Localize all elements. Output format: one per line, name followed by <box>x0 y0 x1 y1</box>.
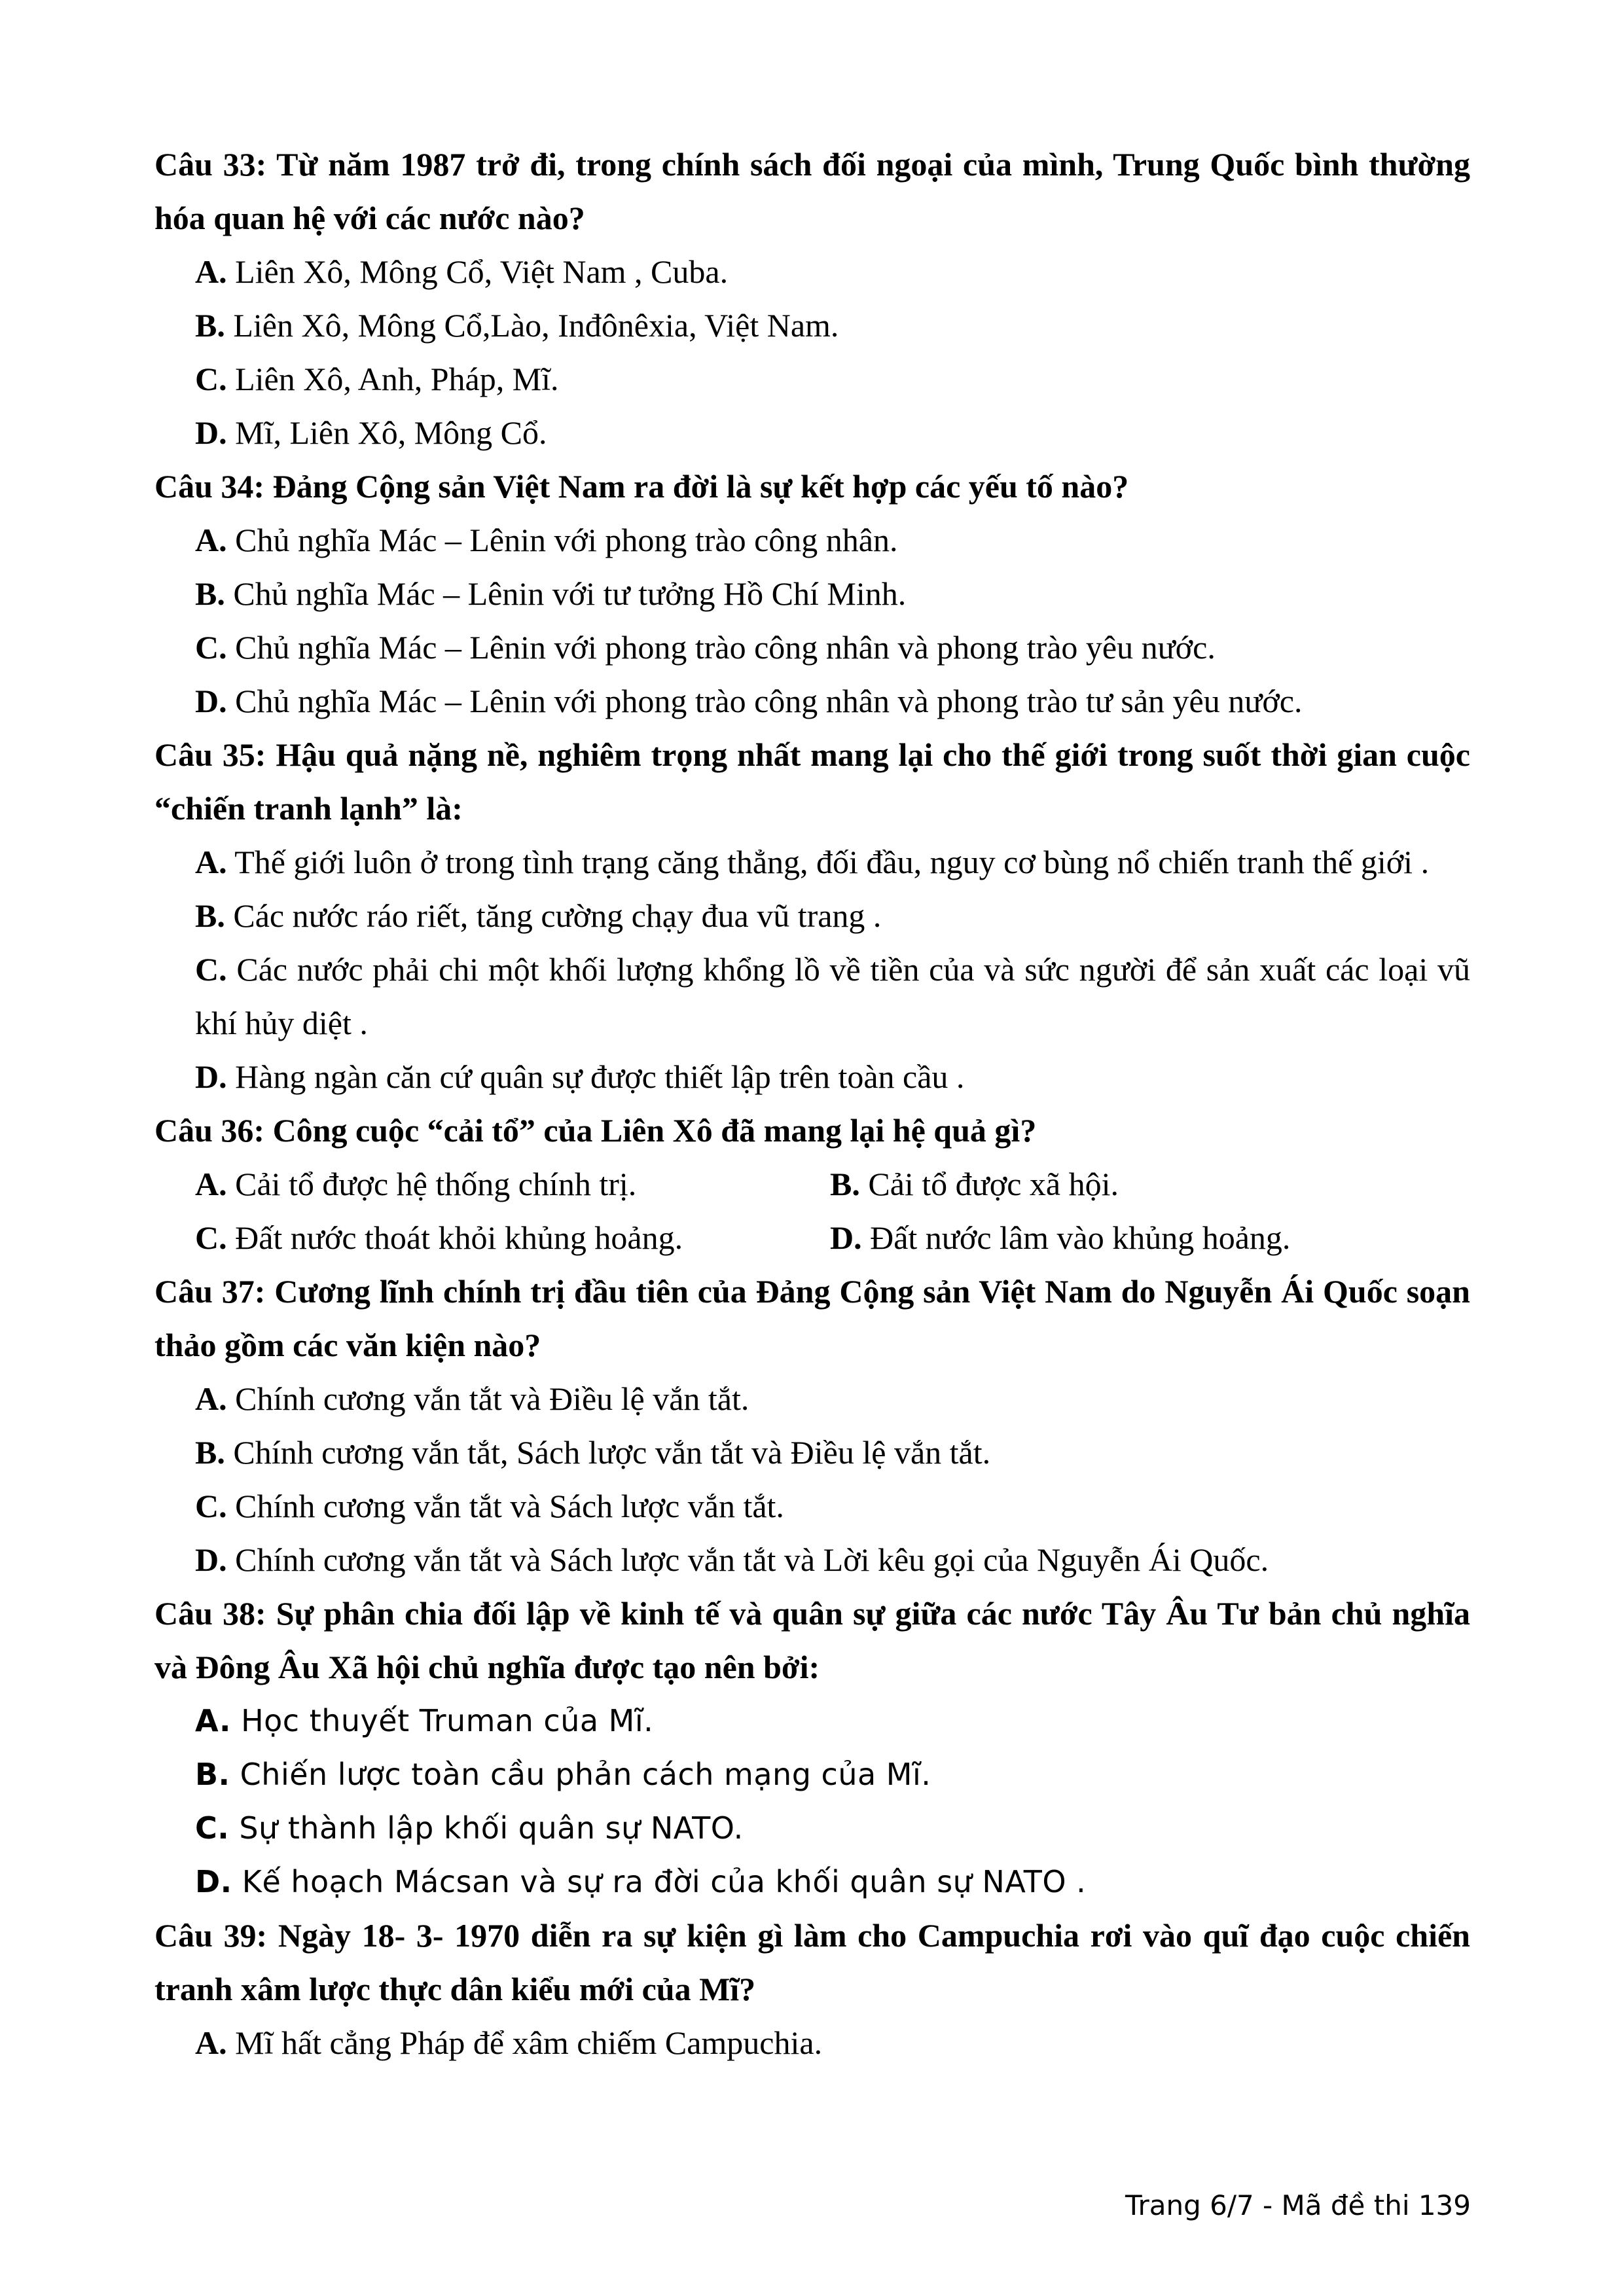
answer-option-c <box>154 942 1470 1050</box>
option-label: A. <box>195 1166 227 1202</box>
option-label: A. <box>195 2024 227 2061</box>
answer-option-a <box>154 2016 1470 2070</box>
option-text: Chủ nghĩa Mác – Lênin với phong trào công nhân và phong trào tư sản yêu nước. <box>235 683 1303 719</box>
answer-option-a <box>154 835 1470 889</box>
answer-option-c <box>195 1211 830 1265</box>
answer-option-b <box>154 1426 1470 1479</box>
option-label: C. <box>195 361 227 397</box>
answer-option-b <box>830 1157 1465 1211</box>
answer-option-b <box>154 298 1470 352</box>
option-text: Chủ nghĩa Mác – Lênin với phong trào công nhân và phong trào yêu nước. <box>235 629 1216 666</box>
answer-option-a <box>154 1694 1470 1748</box>
option-label: A. <box>195 1703 231 1738</box>
option-text: Cải tổ được xã hội. <box>868 1166 1119 1202</box>
answer-row <box>154 1157 1470 1211</box>
option-text: Liên Xô, Anh, Pháp, Mĩ. <box>235 361 559 397</box>
answer-option-a <box>154 513 1470 567</box>
option-label: B. <box>195 307 225 344</box>
option-label: D. <box>195 414 227 451</box>
option-label: A. <box>195 1380 227 1417</box>
option-label: D. <box>830 1219 862 1256</box>
answer-option-d <box>154 406 1470 459</box>
answer-option-c <box>154 1801 1470 1855</box>
answer-option-c <box>154 620 1470 674</box>
option-text: Học thuyết Truman của Mĩ. <box>241 1703 654 1738</box>
answer-option-b <box>154 567 1470 620</box>
question-title: Câu 34: Đảng Cộng sản Việt Nam ra đời là sự kết hợp các yếu tố nào? <box>154 468 1129 505</box>
option-label: B. <box>830 1166 860 1202</box>
option-text: Liên Xô, Mông Cổ,Lào, Inđônêxia, Việt Nam. <box>233 307 839 344</box>
option-text: Cải tổ được hệ thống chính trị. <box>235 1166 637 1202</box>
question-title: Câu 39: Ngày 18- 3- 1970 diễn ra sự kiện gì làm cho Campuchia rơi vào quĩ đạo cuộc chiến tranh xâm lược thực dân kiểu mới của Mĩ? <box>154 1917 1470 2007</box>
answer-option-d <box>154 1533 1470 1587</box>
option-text: Đất nước lâm vào khủng hoảng. <box>870 1219 1291 1256</box>
question-37 <box>154 1265 1470 1587</box>
option-label: C. <box>195 951 227 988</box>
question-title: Câu 33: Từ năm 1987 trở đi, trong chính sách đối ngoại của mình, Trung Quốc bình thường hóa quan hệ với các nước nào? <box>154 146 1470 236</box>
question-35 <box>154 728 1470 1103</box>
option-text: Chính cương vắn tắt, Sách lược vắn tắt và Điều lệ vắn tắt. <box>233 1434 991 1471</box>
option-text: Mĩ, Liên Xô, Mông Cổ. <box>235 414 547 451</box>
answer-option-c <box>154 1479 1470 1533</box>
question-36 <box>154 1103 1470 1265</box>
option-label: B. <box>195 575 225 612</box>
option-label: D. <box>195 1541 227 1578</box>
option-label: C. <box>195 1488 227 1524</box>
answer-option-d <box>154 1050 1470 1103</box>
answer-option-d <box>830 1211 1465 1265</box>
option-label: D. <box>195 1864 232 1899</box>
answer-row <box>154 1211 1470 1265</box>
option-label: C. <box>195 1219 227 1256</box>
answer-option-a <box>154 1372 1470 1426</box>
option-text: Chính cương vắn tắt và Sách lược vắn tắt. <box>235 1488 784 1524</box>
answer-option-a <box>154 245 1470 298</box>
option-label: A. <box>195 522 227 558</box>
option-text: Sự thành lập khối quân sự NATO. <box>239 1810 744 1846</box>
option-text: Kế hoạch Mácsan và sự ra đời của khối quân sự NATO . <box>242 1864 1087 1899</box>
answer-option-d <box>154 1855 1470 1909</box>
option-label: D. <box>195 1058 227 1095</box>
option-label: B. <box>195 897 225 934</box>
option-text: Chính cương vắn tắt và Sách lược vắn tắt và Lời kêu gọi của Nguyễn Ái Quốc. <box>235 1541 1269 1578</box>
option-label: B. <box>195 1434 225 1471</box>
option-label: C. <box>195 1810 230 1846</box>
answer-option-b <box>154 1748 1470 1801</box>
option-text: Mĩ hất cẳng Pháp để xâm chiếm Campuchia. <box>235 2024 823 2061</box>
option-text: Liên Xô, Mông Cổ, Việt Nam , Cuba. <box>235 253 729 290</box>
option-text: Đất nước thoát khỏi khủng hoảng. <box>235 1219 683 1256</box>
question-38 <box>154 1587 1470 1909</box>
option-text: Các nước ráo riết, tăng cường chạy đua vũ trang . <box>233 897 882 934</box>
answer-option-b <box>154 889 1470 942</box>
option-text: Thế giới luôn ở trong tình trạng căng thẳng, đối đầu, nguy cơ bùng nổ chiến tranh thế giới . <box>234 844 1430 880</box>
option-label: C. <box>195 629 227 666</box>
page-footer: Trang 6/7 - Mã đề thi 139 <box>1125 2189 1471 2221</box>
answer-option-a <box>195 1157 830 1211</box>
option-text: Chiến lược toàn cầu phản cách mạng của Mĩ. <box>240 1757 931 1792</box>
question-title: Câu 37: Cương lĩnh chính trị đầu tiên của Đảng Cộng sản Việt Nam do Nguyễn Ái Quốc soạn thảo gồm các văn kiện nào? <box>154 1273 1470 1363</box>
option-label: D. <box>195 683 227 719</box>
option-text: Hàng ngàn căn cứ quân sự được thiết lập trên toàn cầu . <box>235 1058 965 1095</box>
question-39 <box>154 1909 1470 2070</box>
option-label: B. <box>195 1757 230 1792</box>
option-text: Chủ nghĩa Mác – Lênin với tư tưởng Hồ Chí Minh. <box>233 575 907 612</box>
option-text: Chủ nghĩa Mác – Lênin với phong trào công nhân. <box>235 522 898 558</box>
question-33 <box>154 137 1470 459</box>
answer-option-c <box>154 352 1470 406</box>
question-title: Câu 38: Sự phân chia đối lập về kinh tế và quân sự giữa các nước Tây Âu Tư bản chủ nghĩa và Đông Âu Xã hội chủ nghĩa được tạo nên bởi: <box>154 1595 1470 1685</box>
option-label: A. <box>195 253 227 290</box>
exam-page <box>154 137 1470 2070</box>
question-34 <box>154 459 1470 728</box>
question-title: Câu 36: Công cuộc “cải tổ” của Liên Xô đã mang lại hệ quả gì? <box>154 1112 1037 1149</box>
question-title: Câu 35: Hậu quả nặng nề, nghiêm trọng nhất mang lại cho thế giới trong suốt thời gian cuộc “chiến tranh lạnh” là: <box>154 736 1470 827</box>
option-text: Chính cương vắn tắt và Điều lệ vắn tắt. <box>235 1380 749 1417</box>
answer-option-d <box>154 674 1470 728</box>
option-text: Các nước phải chi một khối lượng khổng lồ về tiền của và sức người để sản xuất các loại vũ khí hủy diệt . <box>195 951 1470 1041</box>
option-label: A. <box>195 844 227 880</box>
